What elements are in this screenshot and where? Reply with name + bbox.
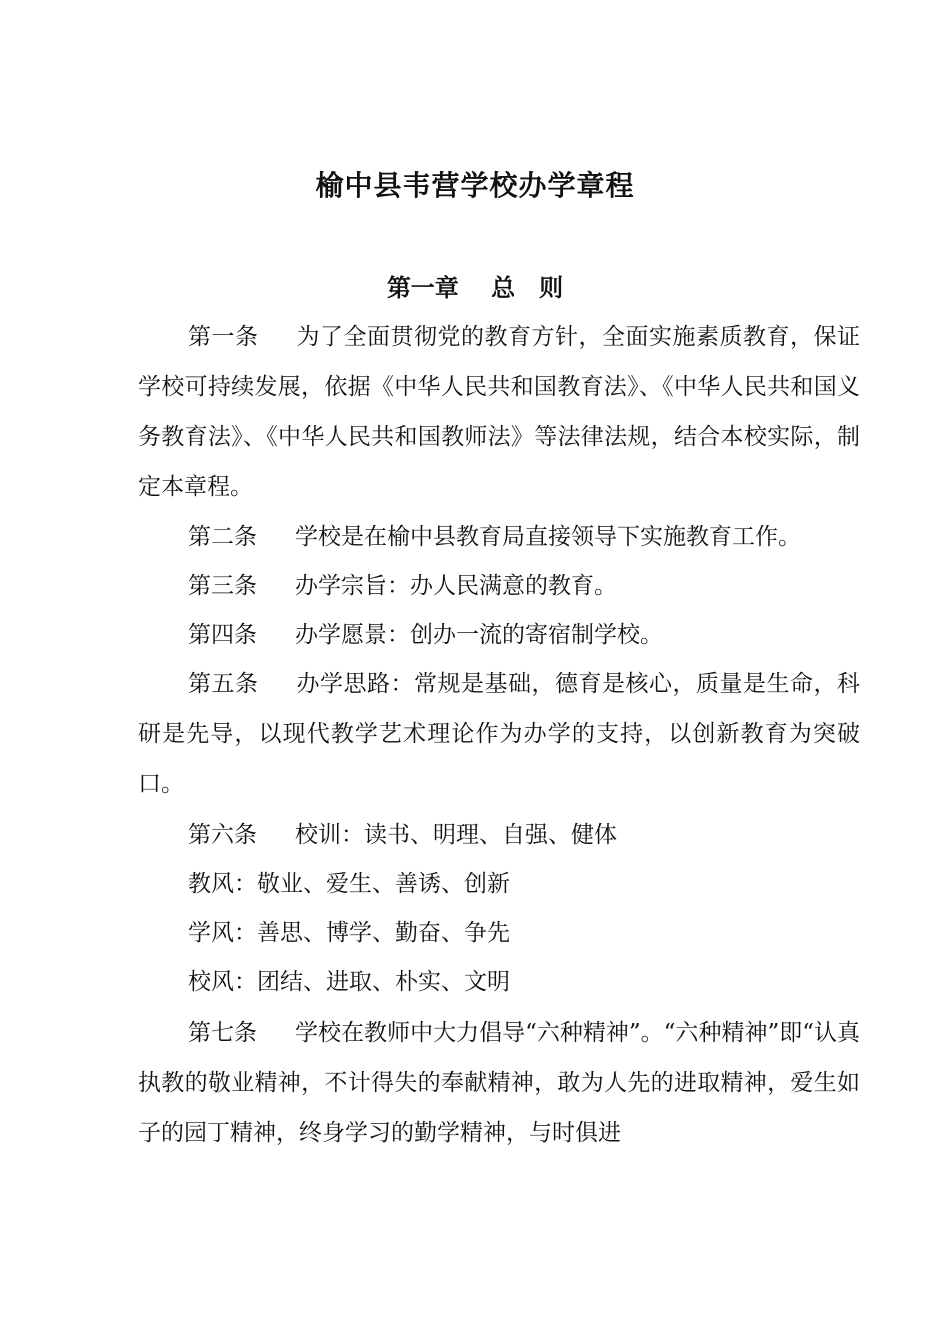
school-style-line: 校风：团结、进取、朴实、文明 <box>188 969 510 995</box>
article-number: 第一条 <box>188 324 259 350</box>
teaching-style-line: 教风：敬业、爱生、善诱、创新 <box>188 871 510 897</box>
article-7 <box>138 1008 860 1158</box>
article-text: 为了全面贯彻党的教育方针，全面实施素质教育，保证学校可持续发展，依据《中华人民共和国教育法》、《中华人民共和国义务教育法》、《中华人民共和国教师法》等法律法规，结合本校实际，制定本章程。 <box>138 324 860 500</box>
article-number: 第二条 <box>188 524 257 550</box>
article-text: 校训：读书、明理、自强、健体 <box>295 822 617 848</box>
article-text: 学校是在榆中县教育局直接领导下实施教育工作。 <box>295 524 801 550</box>
article-number: 第四条 <box>188 622 257 648</box>
article-text: 办学思路：常规是基础，德育是核心，质量是生命，科研是先导，以现代教学艺术理论作为办学的支持，以创新教育为突破口。 <box>138 671 860 797</box>
chapter-heading: 第一章 总 则 <box>386 274 564 302</box>
document-title: 榆中县韦营学校办学章程 <box>315 169 635 202</box>
article-3 <box>138 561 860 611</box>
article-4 <box>138 610 860 660</box>
article-number: 第五条 <box>188 671 259 697</box>
article-number: 第七条 <box>188 1020 258 1046</box>
article-text: 学校在教师中大力倡导“六种精神”。“六种精神”即“认真执教的敬业精神，不计得失的奉献精神，敢为人先的进取精神，爱生如子的园丁精神，终身学习的勤学精神，与时俱进 <box>138 1020 861 1146</box>
article-1 <box>138 312 860 512</box>
article-text: 办学宗旨：办人民满意的教育。 <box>295 573 617 599</box>
article-5 <box>138 659 860 809</box>
article-number: 第三条 <box>188 573 257 599</box>
article-number: 第六条 <box>188 822 257 848</box>
study-style-line: 学风：善思、博学、勤奋、争先 <box>188 920 510 946</box>
article-2 <box>138 512 860 562</box>
article-text: 办学愿景：创办一流的寄宿制学校。 <box>295 622 663 648</box>
article-6 <box>138 810 860 860</box>
